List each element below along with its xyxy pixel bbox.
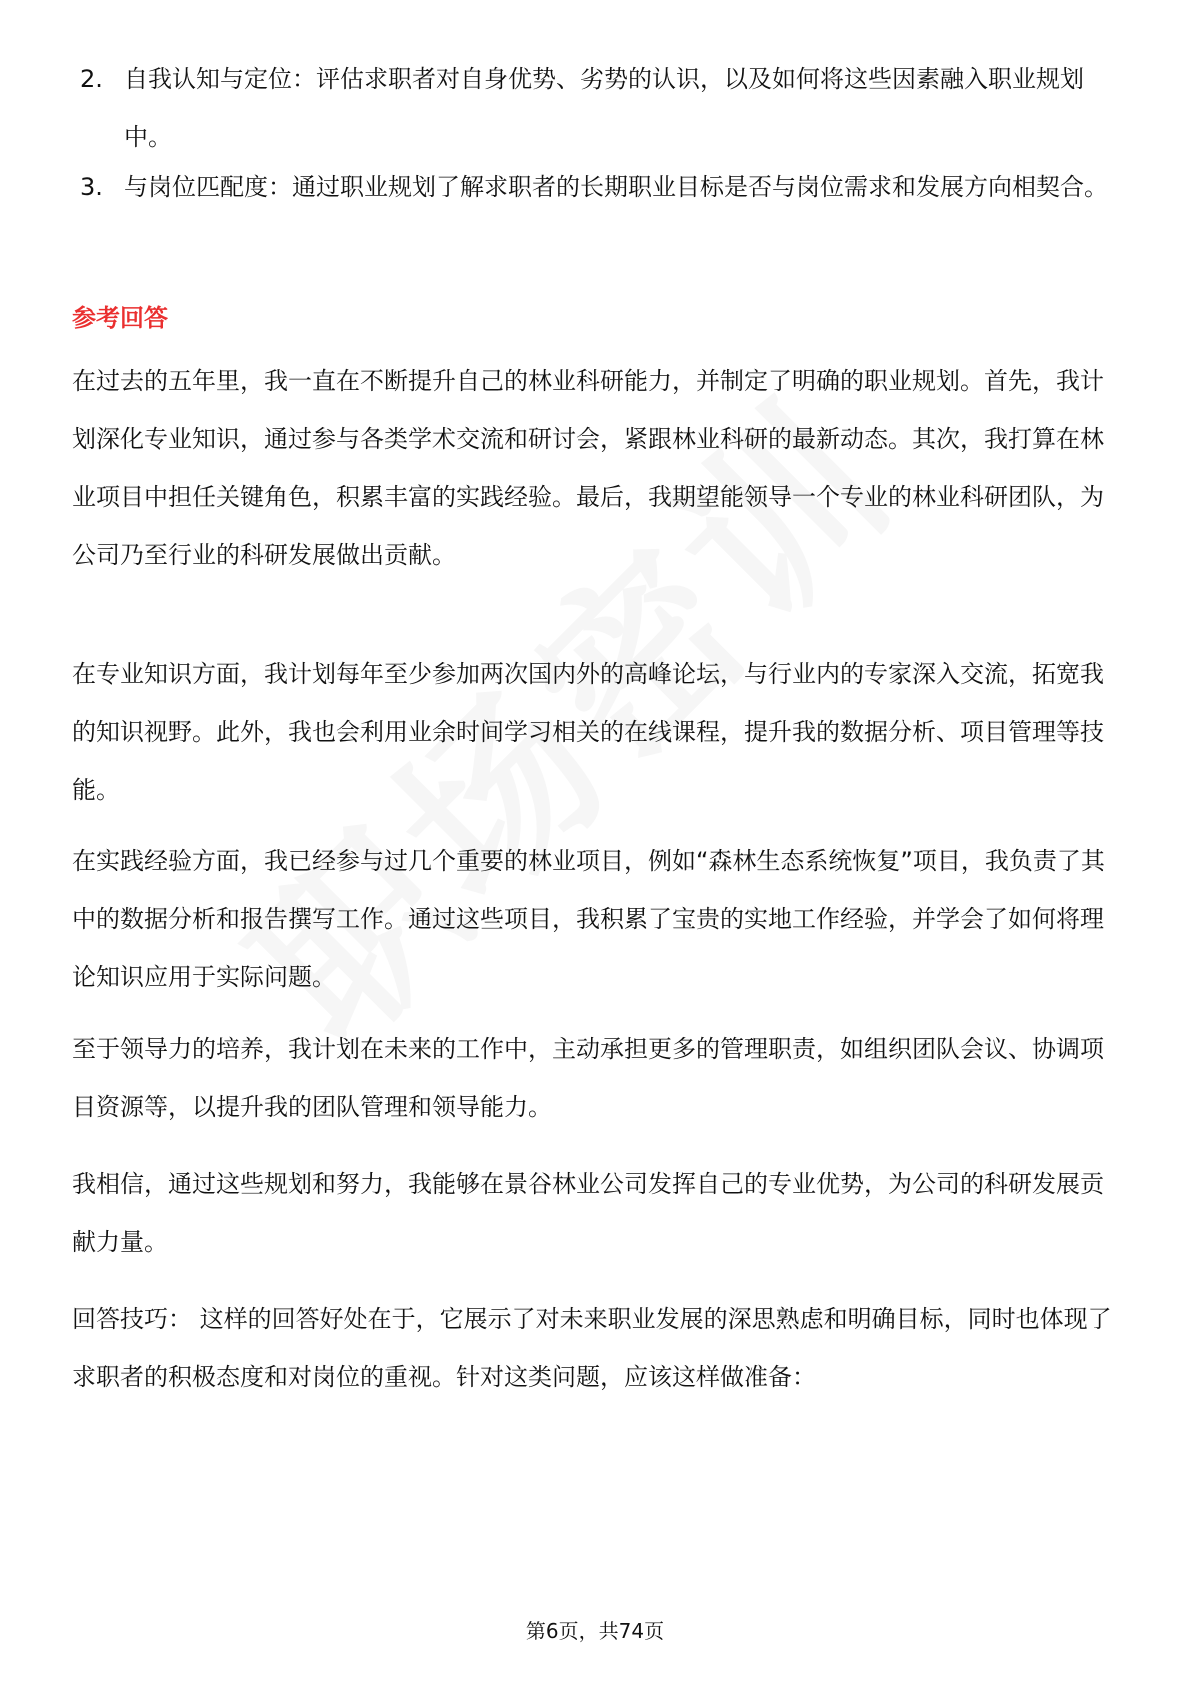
answer-tips-paragraph: 回答技巧： 这样的回答好处在于，它展示了对未来职业发展的深思熟虑和明确目标，同时也体现了求职者的积极态度和对岗位的重视。针对这类问题，应该这样做准备： [72, 1305, 1112, 1391]
answer-paragraph-5: 我相信，通过这些规划和努力，我能够在景谷林业公司发挥自己的专业优势，为公司的科研发展贡献力量。 [72, 1170, 1104, 1256]
list-item-number: 2. [80, 65, 103, 93]
list-item [80, 158, 1115, 216]
list-item-text: 自我认知与定位：评估求职者对自身优势、劣势的认识，以及如何将这些因素融入职业规划中。 [124, 65, 1084, 151]
list-item [80, 50, 1115, 166]
answer-paragraph-2: 在专业知识方面，我计划每年至少参加两次国内外的高峰论坛，与行业内的专家深入交流，拓宽我的知识视野。此外，我也会利用业余时间学习相关的在线课程，提升我的数据分析、项目管理等技能。 [72, 660, 1104, 804]
answer-paragraph-1: 在过去的五年里，我一直在不断提升自己的林业科研能力，并制定了明确的职业规划。首先，我计划深化专业知识，通过参与各类学术交流和研讨会，紧跟林业科研的最新动态。其次，我打算在林业项目中担任关键角色，积累丰富的实践经验。最后，我期望能领导一个专业的林业科研团队，为公司乃至行业的科研发展做出贡献。 [72, 367, 1104, 569]
page-number-footer: 第6页，共74页 [525, 1619, 665, 1643]
list-item-text: 与岗位匹配度：通过职业规划了解求职者的长期职业目标是否与岗位需求和发展方向相契合。 [124, 173, 1108, 201]
section-title: 参考回答 [72, 304, 168, 332]
answer-paragraph-3: 在实践经验方面，我已经参与过几个重要的林业项目，例如“森林生态系统恢复”项目，我负责了其中的数据分析和报告撰写工作。通过这些项目，我积累了宝贵的实地工作经验，并学会了如何将理论知识应用于实际问题。 [72, 847, 1105, 991]
answer-paragraph-4: 至于领导力的培养，我计划在未来的工作中，主动承担更多的管理职责，如组织团队会议、协调项目资源等，以提升我的团队管理和领导能力。 [72, 1035, 1104, 1121]
list-item-number: 3. [80, 173, 103, 201]
